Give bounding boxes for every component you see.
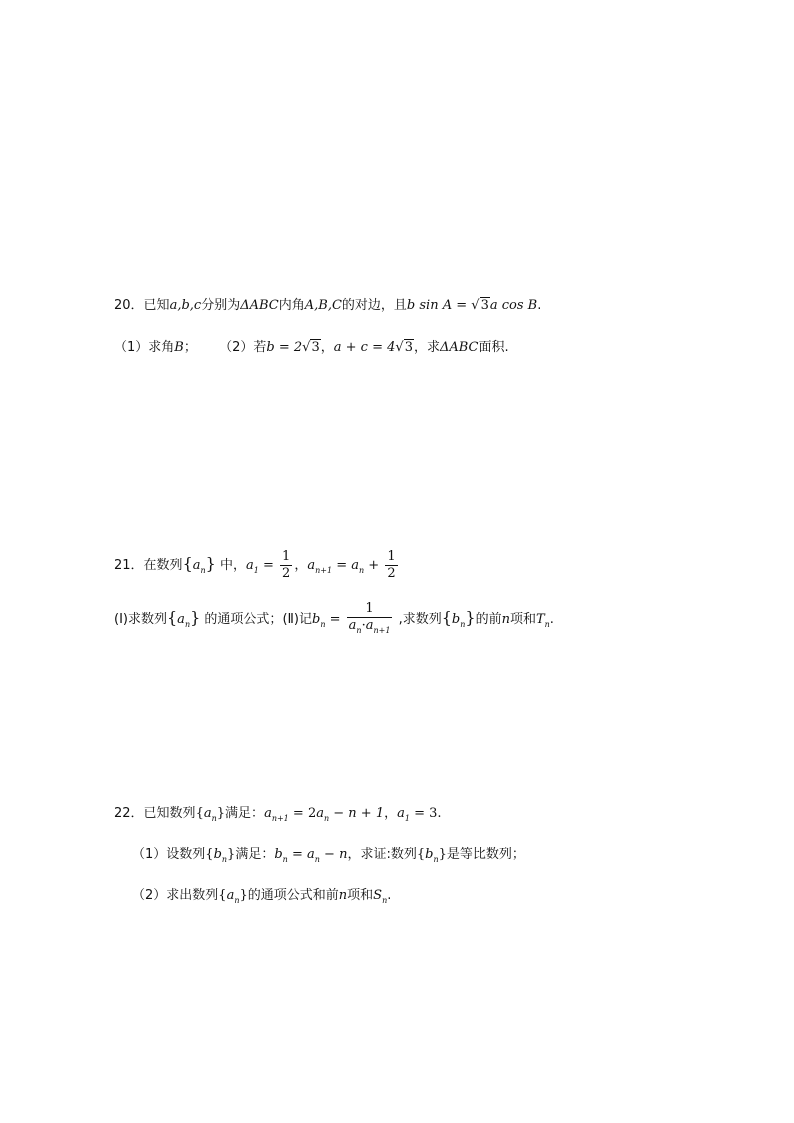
sqrt-symbol: √3 bbox=[471, 298, 489, 313]
q20-line2: （1）求角B； （2）若b = 2√3，a + c = 4√3，求ΔABC面积. bbox=[114, 338, 509, 358]
q20-line1: 20．已知a,b,c分别为ΔABC内角A,B,C的对边，且b sin A = √3a cos B. bbox=[114, 296, 541, 316]
q20-number: 20． bbox=[114, 298, 144, 313]
fraction: $\frac{1}{2}$ bbox=[282, 549, 291, 581]
q21-number: 21． bbox=[114, 558, 144, 573]
sqrt-symbol: √3 bbox=[302, 340, 320, 355]
fraction: $\frac{1}{a_n\cdot a_{n+1}}$ bbox=[348, 600, 391, 635]
q22-number: 22． bbox=[114, 806, 144, 821]
q22-line2: （1）设数列$\{b_n\}$满足：$b_n = a_n - n$，求证:数列$\{b_n\}$是等比数列； bbox=[132, 847, 525, 864]
sqrt-symbol: √3 bbox=[395, 340, 413, 355]
q22-line1: 22．已知数列$\{a_n\}$满足：$a_{n+1} = 2a_n - n + 1$，$a_1 = 3$. bbox=[114, 806, 442, 823]
fraction: $\frac{1}{2}$ bbox=[387, 549, 396, 581]
q21-line2: (Ⅰ)求数列$\{a_n\}$ 的通项公式；(Ⅱ)记$b_n$ = $\frac{1}{a_n\cdot a_{n+1}}$ ,求数列$\{b_n\}$的前n项和$T_n$. bbox=[114, 598, 554, 645]
q21-line1: 21．在数列$\{a_n\}$ 中，$a_1$ = $\frac{1}{2}$ ，$a_{n+1} = a_n$ + $\frac{1}{2}$ bbox=[114, 549, 396, 581]
q22-line3: （2）求出数列$\{a_n\}$的通项公式和前n项和$S_n$. bbox=[132, 888, 392, 905]
